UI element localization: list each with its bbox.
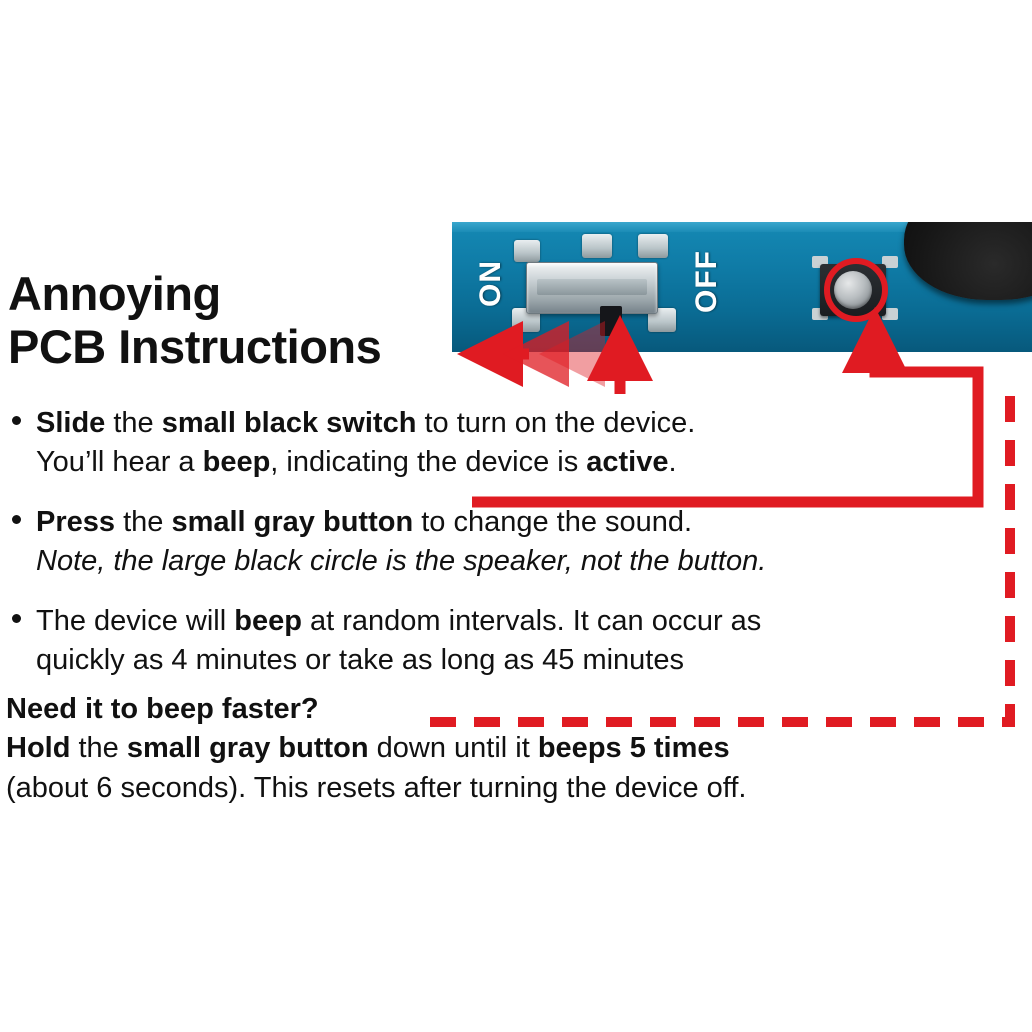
footer-hold-mid2: down until it xyxy=(368,732,538,765)
bullet1-line2a: You’ll hear a xyxy=(36,445,203,478)
footer-instructions xyxy=(6,690,1006,808)
bullet1-mid1: the xyxy=(105,407,162,439)
bullet3-line2: quickly as 4 minutes or take as long as 45 minutes xyxy=(36,643,684,676)
bullet2-action: Press xyxy=(36,506,116,539)
bullet-dot-icon xyxy=(12,515,21,524)
bullet1-beep: beep xyxy=(202,445,271,478)
bullet1-mid2: to turn on the device. xyxy=(416,407,696,439)
footer-hold-bold: Hold xyxy=(6,732,71,765)
pcb-photo xyxy=(452,222,1032,352)
bullet2-mid1: the xyxy=(115,506,172,539)
footer-hold-line xyxy=(6,729,1006,768)
bullet1-action: Slide xyxy=(36,407,106,439)
bullet2-mid2: to change the sound. xyxy=(413,506,693,539)
bullet3-text-a: The device will xyxy=(36,605,235,638)
slide-switch[interactable] xyxy=(526,262,658,314)
bullet-dot-icon xyxy=(12,416,21,425)
bullet1-line2b: , indicating the device is xyxy=(270,445,587,478)
bullet2-target: small gray button xyxy=(171,506,414,539)
bullet-dot-icon xyxy=(12,614,21,623)
footer-beeps-bold: beeps 5 times xyxy=(537,732,730,765)
slide-switch-actuator[interactable] xyxy=(600,306,622,336)
list-item xyxy=(6,602,986,679)
bullet1-active: active xyxy=(586,445,669,478)
footer-hold-mid: the xyxy=(70,732,127,765)
list-item xyxy=(6,404,986,481)
bullet3-text-b: at random intervals. It can occur as xyxy=(301,605,762,638)
button-highlight-circle xyxy=(824,258,888,322)
list-item xyxy=(6,503,986,580)
silkscreen-label-on: ON xyxy=(474,260,507,307)
solder-pad xyxy=(514,240,540,262)
bullet1-line2c: . xyxy=(668,445,677,478)
page-title xyxy=(8,268,478,373)
solder-pad xyxy=(582,234,612,258)
bullet1-target: small black switch xyxy=(161,407,417,439)
title-line-1: Annoying xyxy=(8,267,221,320)
instructions-list xyxy=(6,404,986,701)
footer-button-bold: small gray button xyxy=(126,732,369,765)
bullet2-note: Note, the large black circle is the speaker, not the button. xyxy=(36,544,767,577)
footer-question: Need it to beep faster? xyxy=(6,693,319,725)
bullet3-beep: beep xyxy=(234,605,302,638)
title-line-2: PCB Instructions xyxy=(8,319,382,373)
silkscreen-label-off: OFF xyxy=(690,250,723,313)
solder-pad xyxy=(638,234,668,258)
footer-last-line: (about 6 seconds). This resets after turning the device off. xyxy=(6,771,747,804)
